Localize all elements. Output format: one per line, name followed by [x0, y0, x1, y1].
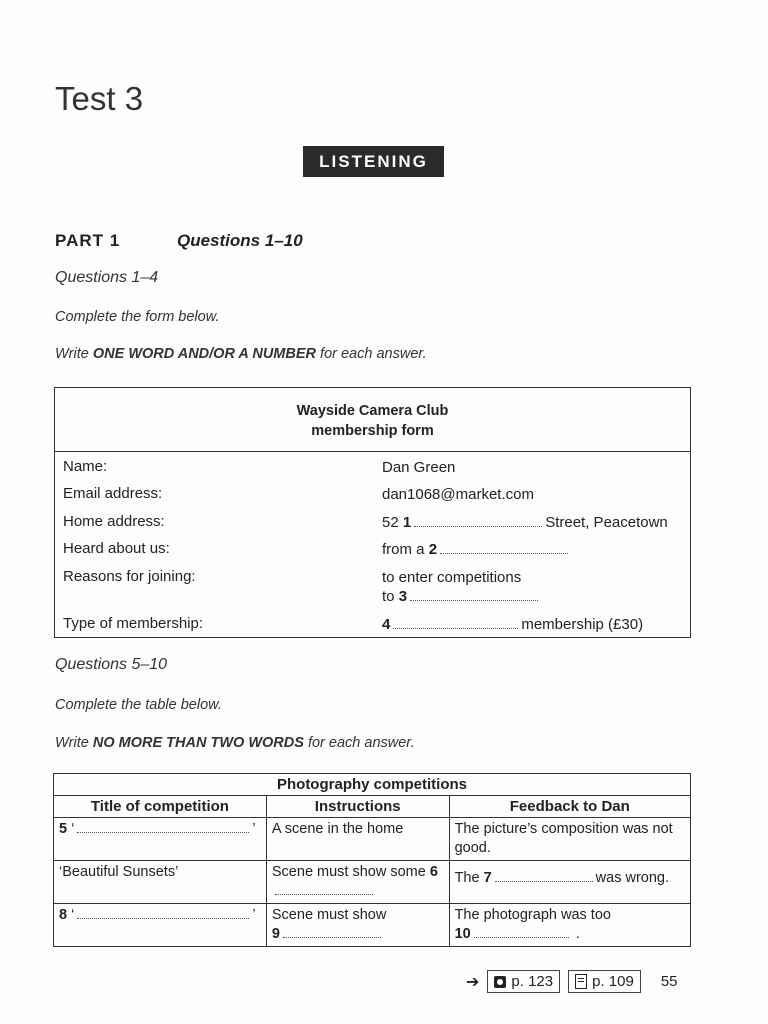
form-header [55, 388, 690, 452]
address-prefix: 52 [382, 514, 399, 531]
answer-blank[interactable] [414, 514, 542, 527]
audio-page-label: p. 123 [511, 973, 554, 990]
form-label: Email address: [63, 485, 163, 502]
question-number: 7 [483, 870, 492, 886]
question-number: 9 [271, 926, 280, 942]
write-prefix: Write [55, 735, 89, 751]
feedback-suffix: was wrong. [595, 870, 670, 886]
table-cell: The photograph was too 10 . [449, 904, 690, 947]
instruction-text: Scene must show some [271, 864, 426, 880]
form-value: dan1068@market.com [382, 486, 534, 503]
instruction-text: Scene must show [271, 907, 387, 923]
transcript-page-label: p. 109 [592, 973, 634, 990]
answer-blank[interactable] [440, 541, 568, 554]
table-cell: ‘Beautiful Sunsets’ [54, 861, 267, 904]
test-title: Test 3 [55, 80, 144, 117]
arrow-icon: ➔ [466, 973, 480, 991]
table-row [54, 861, 691, 904]
form-label: Name: [63, 458, 108, 475]
membership-suffix: membership (£30) [521, 616, 644, 633]
write-prefix: Write [55, 346, 89, 362]
answer-blank[interactable] [474, 925, 569, 938]
form-label: Heard about us: [63, 540, 170, 557]
answer-blank[interactable] [77, 906, 249, 919]
word-limit-bold: ONE WORD AND/OR A NUMBER [92, 346, 317, 362]
table-cell: 8 ‘ ’ [54, 904, 267, 947]
table-row [54, 818, 691, 861]
question-number: 1 [402, 514, 412, 531]
question-number: 2 [428, 541, 438, 558]
page-footer [466, 970, 678, 993]
audio-page-ref[interactable] [487, 970, 560, 993]
heard-prefix: from a [382, 541, 425, 558]
form-value [382, 513, 668, 532]
question-number: 4 [382, 616, 391, 633]
questions-5-10-heading: Questions 5–10 [55, 656, 168, 673]
answer-blank[interactable] [275, 882, 373, 895]
table-row [54, 904, 691, 947]
column-header: Instructions [266, 796, 449, 818]
table-cell: The picture’s composition was not good. [449, 818, 690, 861]
question-number: 8 [59, 907, 68, 923]
table-cell: A scene in the home [266, 818, 449, 861]
answer-blank[interactable] [283, 925, 381, 938]
column-header: Title of competition [54, 796, 267, 818]
feedback-prefix: The [454, 870, 480, 886]
page-number: 55 [660, 973, 678, 990]
cd-icon [494, 976, 506, 988]
table-caption: Photography competitions [54, 774, 691, 796]
document-icon [575, 974, 587, 989]
table-cell [266, 861, 449, 904]
form-value [382, 615, 643, 634]
question-number: 5 [59, 821, 68, 837]
form-label: Type of membership: [63, 615, 204, 632]
address-suffix: Street, Peacetown [545, 514, 668, 531]
questions-1-4-heading: Questions 1–4 [55, 269, 159, 286]
table-instruction: Complete the table below. [55, 697, 222, 713]
table-word-limit [55, 735, 415, 751]
table-header-row [54, 796, 691, 818]
table-cell [266, 904, 449, 947]
form-value: Dan Green [382, 459, 456, 476]
answer-blank[interactable] [410, 588, 538, 601]
question-number: 3 [398, 588, 408, 605]
reason-line: to enter competitions [382, 569, 522, 586]
column-header: Feedback to Dan [449, 796, 690, 818]
transcript-page-ref[interactable] [568, 970, 641, 993]
form-title: Wayside Camera Club [296, 403, 449, 419]
form-instruction: Complete the form below. [55, 309, 220, 325]
write-suffix: for each answer. [320, 346, 427, 362]
question-number: 10 [454, 926, 471, 942]
form-value [382, 540, 571, 559]
part-label: PART 1 [55, 231, 121, 250]
write-suffix: for each answer. [307, 735, 415, 751]
form-label: Home address: [63, 513, 165, 530]
form-value [382, 568, 541, 606]
section-badge: LISTENING [303, 146, 444, 177]
reason-prefix: to [382, 588, 395, 605]
form-label: Reasons for joining: [63, 568, 196, 585]
part-questions: Questions 1–10 [177, 231, 303, 250]
answer-blank[interactable] [495, 869, 593, 882]
form-subtitle: membership form [311, 423, 434, 439]
feedback-text: The photograph was too [454, 907, 611, 923]
question-number: 6 [429, 864, 438, 880]
answer-blank[interactable] [393, 616, 518, 629]
table-cell: 5 ‘ ’ [54, 818, 267, 861]
answer-blank[interactable] [77, 820, 249, 833]
membership-form [54, 387, 691, 638]
word-limit-bold: NO MORE THAN TWO WORDS [92, 735, 304, 751]
form-word-limit [55, 346, 427, 362]
table-cell [449, 861, 690, 904]
table-caption-row [54, 774, 691, 796]
competitions-table [53, 773, 691, 947]
